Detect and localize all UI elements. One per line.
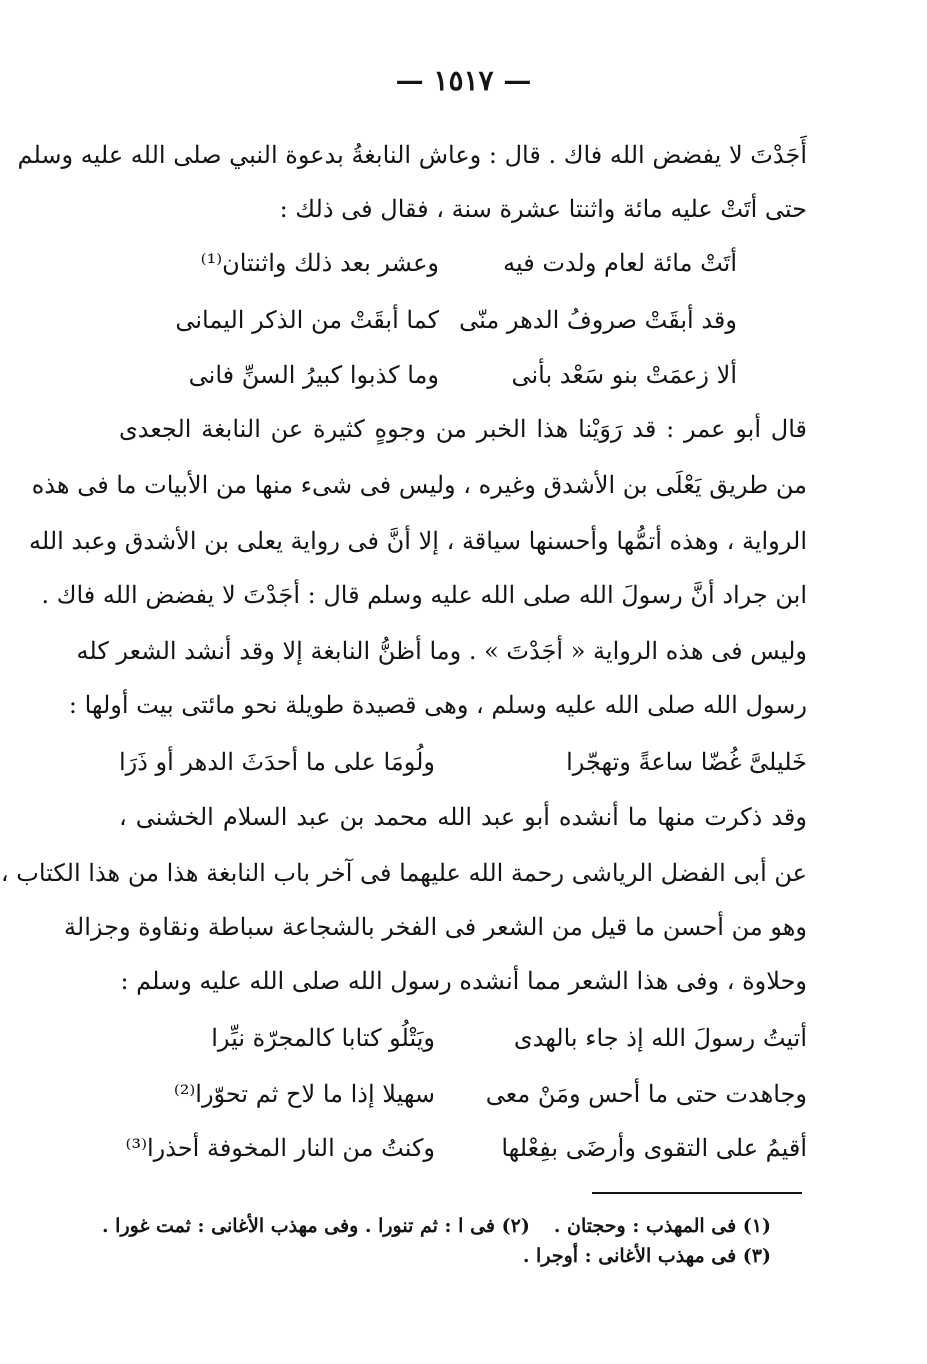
text-line: وليس فى هذه الرواية « أجَدْتَ » . وما أظنُّ النابغة إلا وقد أنشد الشعر كله — [76, 637, 807, 665]
text-line: ابن جراد أنَّ رسولَ الله صلى الله عليه وسلم قال : أجَدْتَ لا يفضض الله فاك . — [41, 581, 807, 609]
text-line: وهو من أحسن ما قيل من الشعر فى الفخر بالشجاعة سباطة ونقاوة وجزالة — [64, 913, 807, 941]
verse-second-hemistich: ولُومَا على ما أحدَثَ الدهر أو ذَرَا — [118, 748, 435, 776]
footnote-line — [119, 1242, 771, 1270]
text-line: من طريق يَعْلَى بن الأشدق وغيره ، وليس فى شىء منها من الأبيات ما فى هذه — [31, 471, 807, 499]
verse-second-hemistich: وكنتُ من النار المخوفة أحذرا⁽³⁾ — [125, 1134, 435, 1162]
verse-second-hemistich: وعشر بعد ذلك واثنتان⁽¹⁾ — [200, 249, 439, 277]
poem-verse — [119, 302, 807, 338]
verse-first-hemistich: وجاهدت حتى ما أحس ومَنْ معى — [485, 1080, 807, 1108]
text-line: وقد ذكرت منها ما أنشده أبو عبد الله محمد بن عبد السلام الخشنى ، — [119, 803, 807, 831]
page-number: — ١٥١٧ — — [395, 64, 532, 97]
poem-verse — [119, 357, 807, 393]
poem-verse — [119, 1076, 807, 1112]
text-line: عن أبى الفضل الرياشى رحمة الله عليهما فى آخر باب النابغة هذا من هذا الكتاب ، — [0, 859, 807, 887]
verse-first-hemistich: أقيمُ على التقوى وأرضَى بفِعْلها — [501, 1134, 807, 1162]
footnote-rule — [592, 1192, 802, 1194]
footnote-2: (٢) فى ا : ثم تنورا . وفى مهذب الأغانى : ثمت غورا . — [101, 1215, 530, 1237]
text-line: أَجَدْتَ لا يفضض الله فاك . قال : وعاش النابغةُ بدعوة النبي صلى الله عليه وسلم — [17, 141, 807, 169]
verse-second-hemistich: وما كذبوا كبيرُ السنِّ فانى — [188, 361, 439, 389]
poem-verse — [119, 245, 807, 281]
text-line: رسول الله صلى الله عليه وسلم ، وهى قصيدة طويلة نحو مائتى بيت أولها : — [68, 691, 807, 719]
text-line: قال أبو عمر : قد رَوَيْنا هذا الخبر من وجوهٍ كثيرة عن النابغة الجعدى — [119, 415, 807, 443]
text-line: حتى أتَتْ عليه مائة واثنتا عشرة سنة ، فقال فى ذلك : — [279, 195, 807, 223]
verse-first-hemistich: أتيتُ رسولَ الله إذ جاء بالهدى — [513, 1024, 807, 1052]
poem-verse — [119, 1130, 807, 1166]
footnote-line — [101, 1212, 771, 1240]
poem-verse — [119, 744, 807, 780]
verse-first-hemistich: خَليلىَّ غُضّا ساعةً وتهجّرا — [566, 748, 807, 776]
poem-verse — [119, 1020, 807, 1056]
verse-second-hemistich: ويَتْلُو كتابا كالمجرّة نيِّرا — [211, 1024, 435, 1052]
footnote-1: (١) فى المهذب : وحجتان . — [553, 1215, 771, 1237]
verse-second-hemistich: سهيلا إذا ما لاح ثم تحوّرا⁽²⁾ — [173, 1080, 435, 1108]
footnote-3: (٣) فى مهذب الأغانى : أوجرا . — [522, 1245, 771, 1267]
verse-first-hemistich: أتَتْ مائة لعام ولدت فيه — [503, 249, 737, 277]
verse-first-hemistich: وقد أبقَتْ صروفُ الدهر منّى — [459, 306, 737, 334]
text-line: وحلاوة ، وفى هذا الشعر مما أنشده رسول الله صلى الله عليه وسلم : — [120, 967, 807, 995]
verse-second-hemistich: كما أبقَتْ من الذكر اليمانى — [175, 306, 439, 334]
verse-first-hemistich: ألا زعمَتْ بنو سَعْد بأنى — [511, 361, 737, 389]
text-line: الرواية ، وهذه أتمُّها وأحسنها سياقة ، إلا أنَّ فى رواية يعلى بن الأشدق وعبد الله — [29, 527, 807, 555]
